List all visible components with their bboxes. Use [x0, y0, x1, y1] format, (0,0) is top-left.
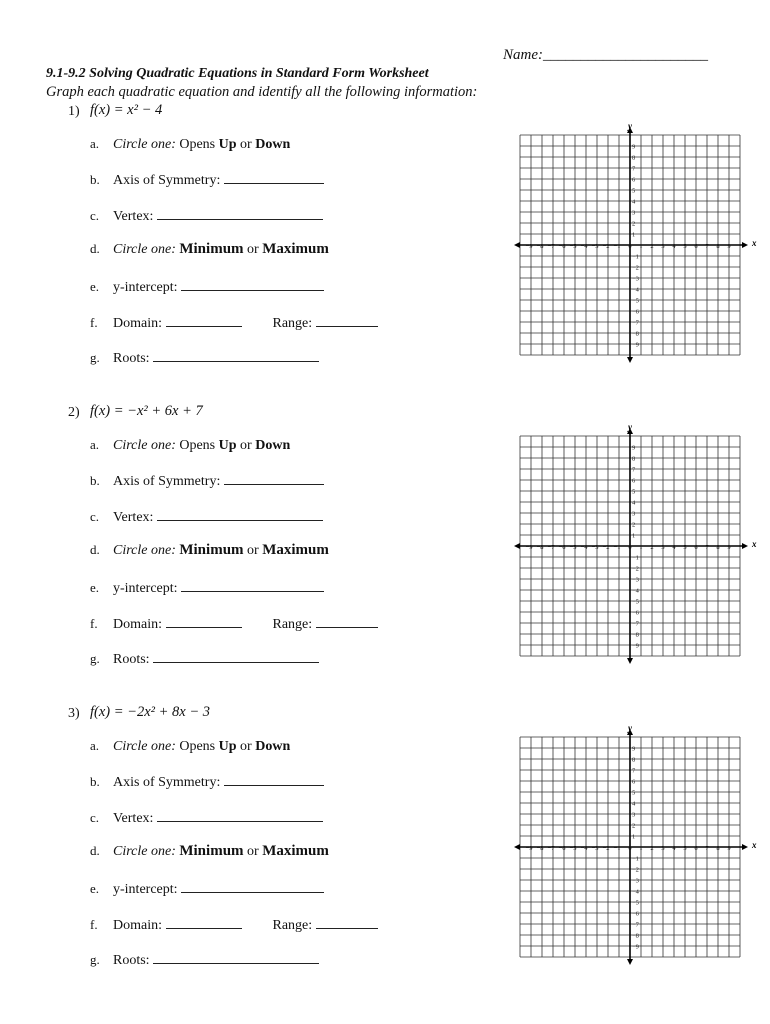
item-letter: e.	[90, 580, 100, 595]
x-tick-label: −4	[580, 243, 588, 250]
option-maximum[interactable]: Maximum	[262, 843, 329, 859]
y-tick-label: 9	[632, 143, 636, 151]
circle-one-label: Circle one:	[113, 438, 176, 453]
item-b-axis	[90, 171, 324, 189]
x-tick-label: −2	[602, 243, 610, 250]
x-tick-label: −3	[591, 544, 599, 551]
item-letter: b.	[90, 774, 100, 789]
problem-3	[0, 602, 770, 968]
item-letter: b.	[90, 473, 100, 488]
x-tick-label: 5	[683, 243, 687, 250]
y-tick-label: 3	[632, 510, 636, 518]
instructions: Graph each quadratic equation and identify all the following information:	[46, 84, 478, 100]
option-up[interactable]: Up	[218, 438, 237, 453]
x-tick-label: −9	[525, 544, 533, 551]
x-tick-label: 2	[650, 243, 654, 250]
x-tick-label: 5	[683, 544, 687, 551]
y-tick-label: 4	[632, 499, 636, 507]
y-tick-label: 4	[632, 800, 636, 808]
axis-of-symmetry-blank[interactable]	[224, 472, 324, 485]
domain-label: Domain:	[113, 617, 162, 632]
range-blank[interactable]	[316, 916, 378, 929]
x-tick-label: −2	[602, 845, 610, 852]
y-tick-label: −3	[632, 576, 639, 584]
y-tick-label: −5	[632, 598, 639, 606]
y-tick-label: 5	[632, 187, 636, 195]
option-minimum[interactable]: Minimum	[179, 843, 244, 859]
y-tick-label: 1	[632, 833, 636, 841]
item-e-yintercept	[90, 278, 324, 296]
x-tick-label: 7	[705, 544, 709, 551]
y-tick-label: −3	[632, 877, 639, 885]
option-maximum[interactable]: Maximum	[262, 542, 329, 558]
y-tick-label: −9	[632, 642, 639, 650]
option-up[interactable]: Up	[218, 739, 237, 754]
item-f-domain-range	[90, 916, 378, 934]
coordinate-grid[interactable]	[514, 721, 757, 961]
vertex-label: Vertex:	[113, 811, 154, 826]
problem-number: 2)	[68, 405, 80, 420]
y-intercept-label: y-intercept:	[113, 581, 178, 596]
x-tick-label: 4	[672, 845, 676, 852]
y-tick-label: 3	[632, 209, 636, 217]
x-tick-label: −7	[547, 243, 555, 250]
item-letter: f.	[90, 616, 98, 631]
x-tick-label: 1	[639, 243, 643, 250]
item-letter: c.	[90, 208, 100, 223]
y-intercept-blank[interactable]	[181, 579, 324, 592]
x-tick-label: −6	[558, 243, 566, 250]
y-tick-label: −6	[632, 910, 639, 918]
x-tick-label: −1	[613, 544, 621, 551]
item-letter: b.	[90, 172, 100, 187]
item-letter: a.	[90, 136, 100, 151]
x-axis-arrow-right	[742, 242, 748, 248]
x-tick-label: 3	[661, 544, 665, 551]
opens-label: Opens	[179, 137, 216, 152]
x-tick-label: 8	[716, 544, 720, 551]
circle-one-label: Circle one:	[113, 739, 176, 754]
option-up[interactable]: Up	[218, 137, 237, 152]
x-tick-label: 4	[672, 243, 676, 250]
x-tick-label: 6	[694, 243, 698, 250]
worksheet-title: 9.1-9.2 Solving Quadratic Equations in Standard Form Worksheet	[46, 66, 429, 81]
item-c-vertex	[90, 508, 323, 526]
y-tick-label: 2	[632, 220, 636, 228]
x-tick-label: −3	[591, 243, 599, 250]
range-label: Range:	[272, 918, 313, 933]
y-intercept-label: y-intercept:	[113, 882, 178, 897]
item-letter: e.	[90, 881, 100, 896]
or-label: or	[240, 438, 252, 453]
y-tick-label: −8	[632, 932, 639, 940]
x-tick-label: −1	[613, 845, 621, 852]
roots-label: Roots:	[113, 953, 150, 968]
y-tick-label: 4	[632, 198, 636, 206]
item-letter: e.	[90, 279, 100, 294]
y-intercept-blank[interactable]	[181, 278, 324, 291]
option-down[interactable]: Down	[255, 137, 291, 152]
item-letter: f.	[90, 315, 98, 330]
y-tick-label: 3	[632, 811, 636, 819]
item-letter: d.	[90, 241, 100, 256]
y-axis-label: y	[628, 422, 632, 432]
problem-number: 1)	[68, 104, 80, 119]
y-tick-label: 7	[632, 165, 636, 173]
item-letter: c.	[90, 509, 100, 524]
item-letter: a.	[90, 738, 100, 753]
y-tick-label: 5	[632, 488, 636, 496]
y-tick-label: 6	[632, 477, 636, 485]
y-tick-label: 1	[632, 231, 636, 239]
option-maximum[interactable]: Maximum	[262, 241, 329, 257]
range-label: Range:	[272, 617, 313, 632]
or-label: or	[247, 242, 259, 257]
item-letter: d.	[90, 542, 100, 557]
item-b-axis	[90, 773, 324, 791]
y-tick-label: −5	[632, 297, 639, 305]
roots-blank[interactable]	[153, 951, 319, 964]
circle-one-label: Circle one:	[113, 543, 176, 558]
option-down[interactable]: Down	[255, 438, 291, 453]
axis-of-symmetry-label: Axis of Symmetry:	[113, 173, 221, 188]
axis-of-symmetry-blank[interactable]	[224, 171, 324, 184]
vertex-label: Vertex:	[113, 209, 154, 224]
or-label: or	[247, 844, 259, 859]
name-field[interactable]: Name:______________________	[503, 47, 708, 63]
item-letter: g.	[90, 350, 100, 365]
option-minimum[interactable]: Minimum	[179, 241, 244, 257]
vertex-blank[interactable]	[157, 207, 323, 220]
y-tick-label: −2	[632, 264, 639, 272]
x-tick-label: 3	[661, 845, 665, 852]
item-e-yintercept	[90, 880, 324, 898]
item-a-opens	[90, 136, 290, 153]
or-label: or	[240, 739, 252, 754]
y-tick-label: 7	[632, 466, 636, 474]
y-tick-label: 1	[632, 532, 636, 540]
y-tick-label: 6	[632, 176, 636, 184]
domain-label: Domain:	[113, 918, 162, 933]
problem-2	[0, 301, 770, 667]
x-axis-arrow-right	[742, 543, 748, 549]
circle-one-label: Circle one:	[113, 844, 176, 859]
y-axis-arrow-down	[627, 959, 633, 965]
y-tick-label: −4	[632, 888, 639, 896]
x-tick-label: 9	[727, 544, 731, 551]
x-tick-label: −4	[580, 544, 588, 551]
x-tick-label: −7	[547, 544, 555, 551]
x-tick-label: −9	[525, 243, 533, 250]
y-tick-label: 8	[632, 756, 636, 764]
axis-of-symmetry-label: Axis of Symmetry:	[113, 775, 221, 790]
vertex-blank[interactable]	[157, 809, 323, 822]
problem-1	[0, 0, 770, 366]
y-tick-label: 8	[632, 154, 636, 162]
y-tick-label: −1	[632, 855, 639, 863]
y-tick-label: 6	[632, 778, 636, 786]
y-intercept-label: y-intercept:	[113, 280, 178, 295]
x-tick-label: −5	[569, 243, 577, 250]
x-tick-label: 1	[639, 845, 643, 852]
roots-label: Roots:	[113, 652, 150, 667]
x-tick-label: 2	[650, 544, 654, 551]
item-c-vertex	[90, 207, 323, 225]
problem-equation: f(x) = x² − 4	[90, 102, 163, 118]
x-tick-label: −6	[558, 845, 566, 852]
domain-blank[interactable]	[166, 916, 242, 929]
item-a-opens	[90, 738, 290, 755]
y-tick-label: 9	[632, 444, 636, 452]
opens-label: Opens	[179, 438, 216, 453]
item-g-roots	[90, 951, 319, 969]
item-d-minmax	[90, 843, 329, 860]
x-tick-label: 9	[727, 243, 731, 250]
or-label: or	[247, 543, 259, 558]
x-tick-label: −5	[569, 544, 577, 551]
vertex-blank[interactable]	[157, 508, 323, 521]
x-axis-label: x	[752, 539, 757, 549]
y-tick-label: 2	[632, 521, 636, 529]
item-e-yintercept	[90, 579, 324, 597]
y-tick-label: −7	[632, 620, 639, 628]
x-tick-label: −4	[580, 845, 588, 852]
problem-equation: f(x) = −x² + 6x + 7	[90, 403, 203, 419]
item-letter: f.	[90, 917, 98, 932]
coordinate-grid-svg	[514, 721, 757, 961]
axis-of-symmetry-blank[interactable]	[224, 773, 324, 786]
y-tick-label: −6	[632, 308, 639, 316]
y-tick-label: −8	[632, 631, 639, 639]
x-tick-label: −3	[591, 845, 599, 852]
x-tick-label: 7	[705, 845, 709, 852]
x-tick-label: 2	[650, 845, 654, 852]
domain-label: Domain:	[113, 316, 162, 331]
x-tick-label: −6	[558, 544, 566, 551]
y-tick-label: 8	[632, 455, 636, 463]
range-label: Range:	[272, 316, 313, 331]
x-tick-label: 0	[628, 544, 632, 551]
y-axis-label: y	[628, 121, 632, 131]
y-tick-label: −9	[632, 943, 639, 951]
problem-number: 3)	[68, 706, 80, 721]
x-tick-label: 1	[639, 544, 643, 551]
x-axis-arrow-left	[514, 543, 520, 549]
x-tick-label: −8	[536, 243, 544, 250]
item-letter: d.	[90, 843, 100, 858]
y-tick-label: −6	[632, 609, 639, 617]
roots-label: Roots:	[113, 351, 150, 366]
y-tick-label: −2	[632, 565, 639, 573]
x-tick-label: −7	[547, 845, 555, 852]
x-tick-label: 6	[694, 544, 698, 551]
x-tick-label: −1	[613, 243, 621, 250]
y-tick-label: −4	[632, 286, 639, 294]
x-axis-arrow-right	[742, 844, 748, 850]
circle-one-label: Circle one:	[113, 242, 176, 257]
option-minimum[interactable]: Minimum	[179, 542, 244, 558]
x-tick-label: 4	[672, 544, 676, 551]
y-tick-label: 5	[632, 789, 636, 797]
y-tick-label: −9	[632, 341, 639, 349]
or-label: or	[240, 137, 252, 152]
circle-one-label: Circle one:	[113, 137, 176, 152]
y-tick-label: −2	[632, 866, 639, 874]
y-tick-label: −5	[632, 899, 639, 907]
x-tick-label: −2	[602, 544, 610, 551]
item-letter: g.	[90, 952, 100, 967]
x-tick-label: −8	[536, 544, 544, 551]
option-down[interactable]: Down	[255, 739, 291, 754]
item-letter: a.	[90, 437, 100, 452]
x-tick-label: 0	[628, 845, 632, 852]
x-tick-label: −9	[525, 845, 533, 852]
x-tick-label: 3	[661, 243, 665, 250]
x-axis-label: x	[752, 840, 757, 850]
x-tick-label: 9	[727, 845, 731, 852]
x-tick-label: 5	[683, 845, 687, 852]
x-tick-label: 8	[716, 845, 720, 852]
y-tick-label: −7	[632, 921, 639, 929]
y-tick-label: 7	[632, 767, 636, 775]
item-d-minmax	[90, 241, 329, 258]
y-tick-label: −4	[632, 587, 639, 595]
x-tick-label: −5	[569, 845, 577, 852]
y-axis-label: y	[628, 723, 632, 733]
item-b-axis	[90, 472, 324, 490]
x-tick-label: 0	[628, 243, 632, 250]
y-tick-label: 2	[632, 822, 636, 830]
item-c-vertex	[90, 809, 323, 827]
x-tick-label: −8	[536, 845, 544, 852]
vertex-label: Vertex:	[113, 510, 154, 525]
y-tick-label: −1	[632, 554, 639, 562]
item-letter: c.	[90, 810, 100, 825]
x-axis-arrow-left	[514, 242, 520, 248]
y-tick-label: −8	[632, 330, 639, 338]
x-tick-label: 7	[705, 243, 709, 250]
item-d-minmax	[90, 542, 329, 559]
y-intercept-blank[interactable]	[181, 880, 324, 893]
x-tick-label: 6	[694, 845, 698, 852]
opens-label: Opens	[179, 739, 216, 754]
axis-of-symmetry-label: Axis of Symmetry:	[113, 474, 221, 489]
y-tick-label: −1	[632, 253, 639, 261]
x-tick-label: 8	[716, 243, 720, 250]
y-tick-label: −3	[632, 275, 639, 283]
item-a-opens	[90, 437, 290, 454]
item-letter: g.	[90, 651, 100, 666]
y-tick-label: −7	[632, 319, 639, 327]
y-tick-label: 9	[632, 745, 636, 753]
x-axis-arrow-left	[514, 844, 520, 850]
x-axis-label: x	[752, 238, 757, 248]
problem-equation: f(x) = −2x² + 8x − 3	[90, 704, 210, 720]
